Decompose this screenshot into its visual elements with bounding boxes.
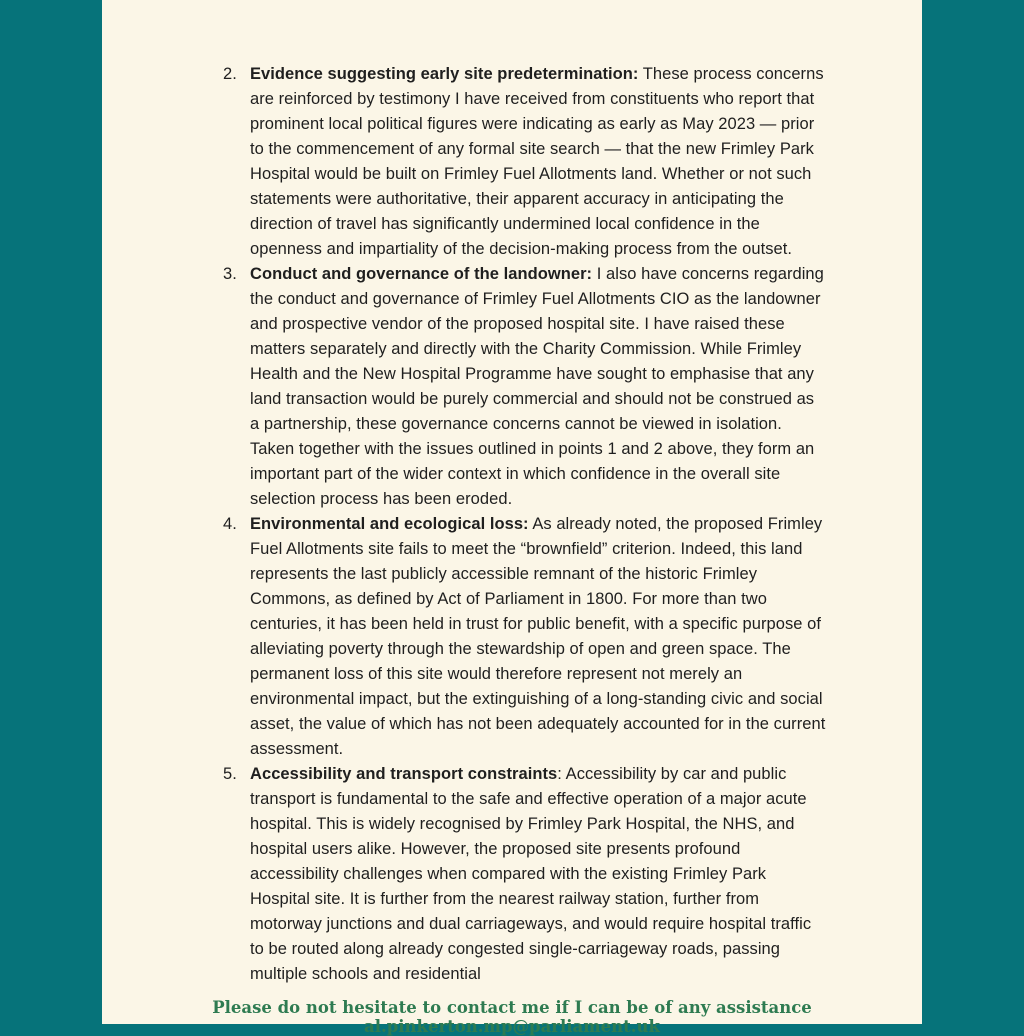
item-text: These process concerns are reinforced by testimony I have received from constituents who report that prominent local political figures were indicating as early as May 2023 — prior to the commencement of any formal site search — that the new Frimley Park Hospital would be built on Frimley Fuel Allotments land. Whether or not such statements were authoritative, their apparent accuracy in anticipating the direction of travel has significantly undermined local confidence in the openness and impartiality of the decision-making process from the outset. — [250, 65, 824, 258]
item-body — [250, 762, 827, 987]
item-number: 4. — [223, 515, 237, 533]
item-number: 5. — [223, 765, 237, 783]
item-number: 3. — [223, 265, 237, 283]
item-number: 2. — [223, 65, 237, 83]
contact-message: Please do not hesitate to contact me if I can be of any assistance — [212, 998, 812, 1017]
item-body — [250, 62, 827, 262]
list-item — [223, 512, 922, 762]
item-lead-bold: Environmental and ecological loss: — [250, 515, 529, 533]
letter-page — [102, 0, 922, 1036]
item-lead-bold: Accessibility and transport constraints — [250, 765, 558, 783]
numbered-list — [102, 0, 922, 987]
item-body — [250, 512, 827, 762]
item-body — [250, 262, 827, 512]
list-item — [223, 262, 922, 512]
list-item — [223, 62, 922, 262]
list-item — [223, 762, 922, 987]
item-lead-bold: Conduct and governance of the landowner: — [250, 265, 593, 283]
item-lead-bold: Evidence suggesting early site predetermination: — [250, 65, 639, 83]
contact-footer — [102, 998, 922, 1036]
item-text: I also have concerns regarding the conduct and governance of Frimley Fuel Allotments CIO as the landowner and prospective vendor of the proposed hospital site. I have raised these matters separately and directly with the Charity Commission. While Frimley Health and the New Hospital Programme have sought to emphasise that any land transaction would be purely commercial and should not be construed as a partnership, these governance concerns cannot be viewed in isolation. Taken together with the issues outlined in points 1 and 2 above, they form an important part of the wider context in which confidence in the overall site selection process has been eroded. — [250, 265, 824, 508]
item-text: As already noted, the proposed Frimley Fuel Allotments site fails to meet the “brownfield” criterion. Indeed, this land represents the last publicly accessible remnant of the historic Frimley Commons, as defined by Act of Parliament in 1800. For more than two centuries, it has been held in trust for public benefit, with a specific purpose of alleviating poverty through the stewardship of open and green space. The permanent loss of this site would therefore represent not merely an environmental impact, but the extinguishing of a long-standing civic and social asset, the value of which has not been adequately accounted for in the current assessment. — [250, 515, 826, 758]
item-text: : Accessibility by car and public transport is fundamental to the safe and effective operation of a major acute hospital. This is widely recognised by Frimley Park Hospital, the NHS, and hospital users alike. However, the proposed site presents profound accessibility challenges when compared with the existing Frimley Park Hospital site. It is further from the nearest railway station, further from motorway junctions and dual carriageways, and would require hospital traffic to be routed along already congested single-carriageway roads, passing multiple schools and residential — [250, 765, 812, 983]
contact-email: al.pinkerton.mp@parliament.uk — [364, 1017, 660, 1036]
